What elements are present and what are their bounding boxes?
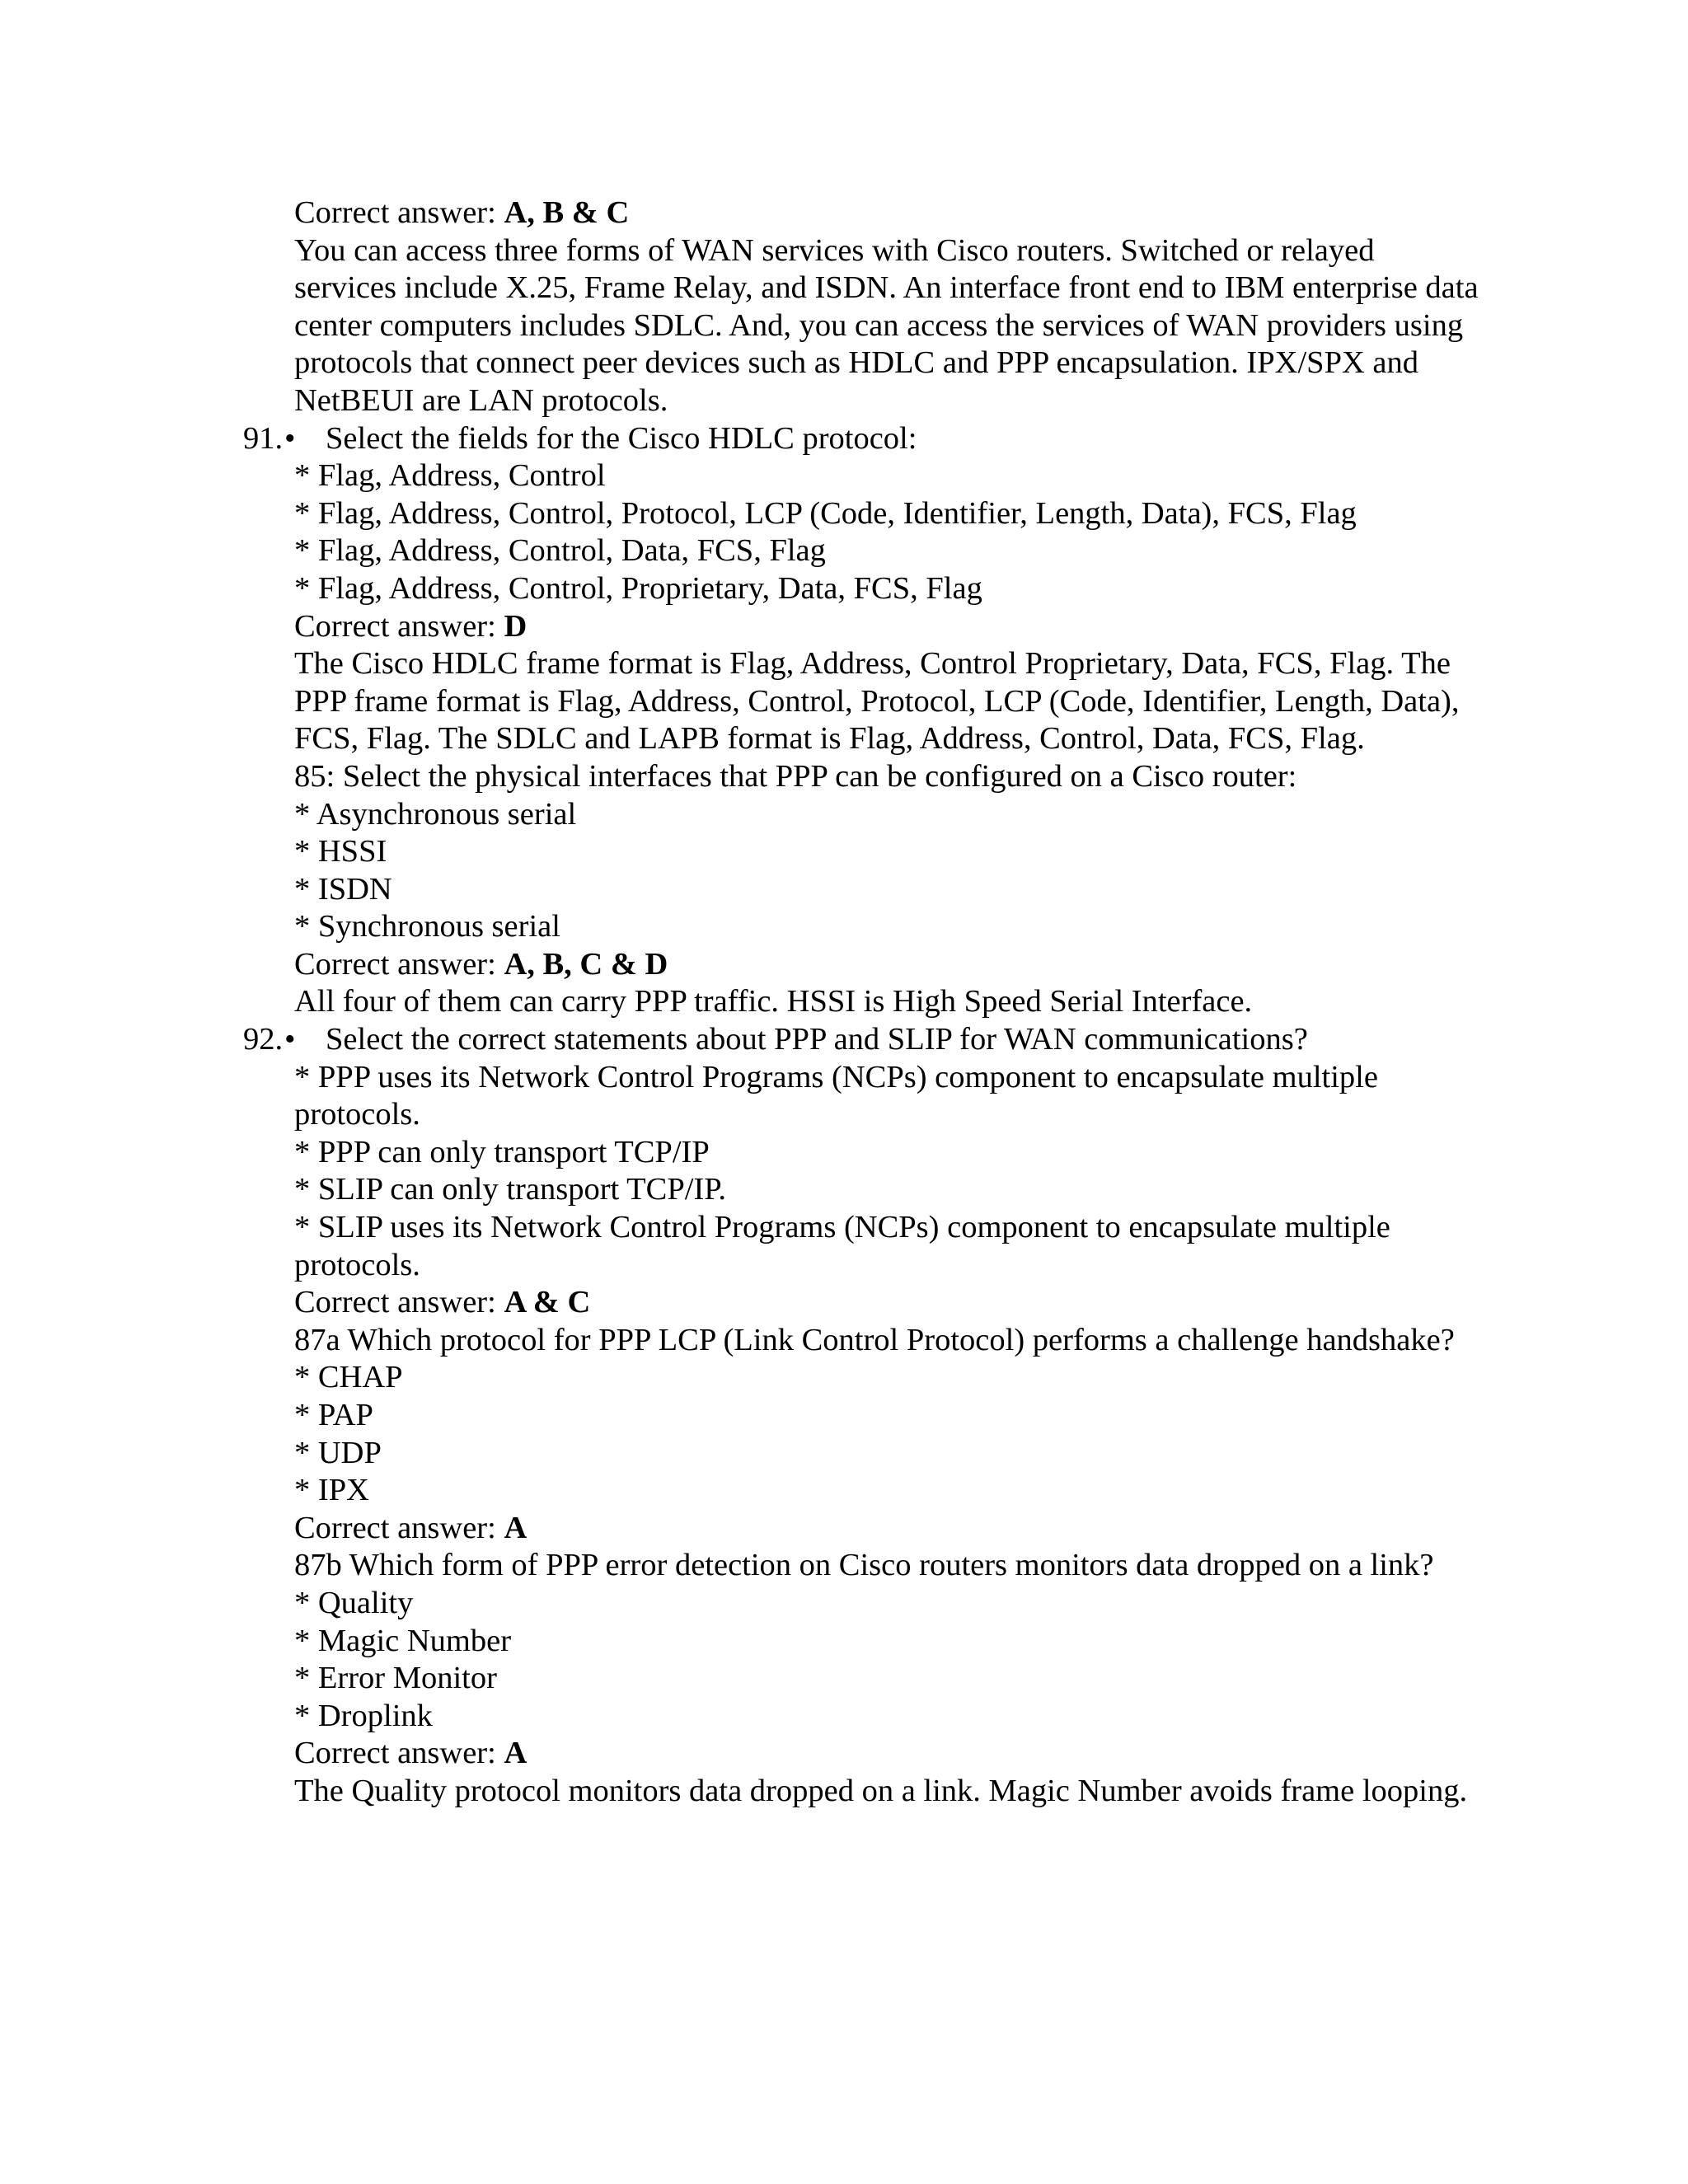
question-text: 85: Select the physical interfaces that PPP can be configured on a Cisco router: [294, 758, 1297, 794]
question-text: Select the fields for the Cisco HDLC protocol: [326, 420, 917, 456]
answer-option: * Quality [294, 1585, 414, 1620]
answer-option: * Flag, Address, Control, Protocol, LCP (Code, Identifier, Length, Data), FCS, Flag [294, 495, 1357, 531]
correct-answer-value: A & C [504, 1285, 591, 1320]
answer-option: * PPP uses its Network Control Programs (NCPs) component to encapsulate multiple protocols. [294, 1059, 1378, 1132]
correct-answer-value: A [504, 1736, 528, 1771]
correct-answer-value: A, B, C & D [504, 946, 668, 982]
correct-answer-line [294, 1510, 1481, 1548]
answer-option: * HSSI [294, 834, 387, 869]
question-91-header [243, 420, 1481, 458]
answer-option: * Error Monitor [294, 1661, 497, 1696]
question-number: 92. [243, 1022, 284, 1057]
correct-answer-line [294, 946, 1481, 984]
correct-answer-label: Correct answer: [294, 946, 504, 982]
answer-option: * UDP [294, 1435, 382, 1470]
question-text: 87b Which form of PPP error detection on Cisco routers monitors data dropped on a link? [294, 1548, 1434, 1583]
answer-option: * CHAP [294, 1360, 403, 1395]
answer-option: * SLIP uses its Network Control Programs (NCPs) component to encapsulate multiple protocols. [294, 1210, 1390, 1282]
explanation-paragraph: The Quality protocol monitors data dropped on a link. Magic Number avoids frame looping. [294, 1773, 1468, 1808]
answer-option: * Droplink [294, 1698, 433, 1733]
answer-option: * Flag, Address, Control, Proprietary, Data, FCS, Flag [294, 570, 982, 606]
explanation-paragraph: All four of them can carry PPP traffic. HSSI is High Speed Serial Interface. [294, 984, 1253, 1019]
page-content [243, 194, 1481, 1811]
correct-answer-label: Correct answer: [294, 195, 504, 230]
correct-answer-label: Correct answer: [294, 1285, 504, 1320]
answer-option: * Synchronous serial [294, 909, 560, 944]
answer-option: * PPP can only transport TCP/IP [294, 1134, 710, 1169]
question-text: Select the correct statements about PPP and SLIP for WAN communications? [326, 1022, 1308, 1057]
correct-answer-line [294, 1735, 1481, 1773]
bullet-icon: • [284, 1022, 296, 1057]
answer-option: * Asynchronous serial [294, 796, 577, 832]
answer-option: * SLIP can only transport TCP/IP. [294, 1172, 727, 1207]
correct-answer-value: A, B & C [504, 195, 630, 230]
explanation-paragraph: You can access three forms of WAN services with Cisco routers. Switched or relayed services include X.25, Frame Relay, and ISDN. An interface front end to IBM enterprise data center computers includes SDLC. And, you can access the services of WAN providers using protocols that connect peer devices such as HDLC and PPP encapsulation. IPX/SPX and NetBEUI are LAN protocols. [294, 232, 1479, 418]
answer-option: * IPX [294, 1473, 369, 1508]
correct-answer-line [294, 1284, 1481, 1322]
correct-answer-label: Correct answer: [294, 608, 504, 644]
answer-option: * ISDN [294, 871, 392, 907]
question-92-header [243, 1021, 1481, 1059]
explanation-paragraph: The Cisco HDLC frame format is Flag, Address, Control Proprietary, Data, FCS, Flag. The PPP frame format is Flag, Address, Control, Protocol, LCP (Code, Identifier, Length, Data), FCS, Flag. The SDLC and LAPB format is Flag, Address, Control, Data, FCS, Flag. [294, 646, 1460, 757]
question-text: 87a Which protocol for PPP LCP (Link Control Protocol) performs a challenge handshake? [294, 1322, 1455, 1357]
correct-answer-line [294, 608, 1481, 646]
answer-option: * Flag, Address, Control [294, 458, 606, 494]
answer-option: * Magic Number [294, 1623, 512, 1658]
answer-option: * PAP [294, 1398, 373, 1432]
answer-option: * Flag, Address, Control, Data, FCS, Flag [294, 533, 826, 569]
correct-answer-label: Correct answer: [294, 1736, 504, 1771]
bullet-icon: • [284, 420, 296, 456]
correct-answer-label: Correct answer: [294, 1510, 504, 1545]
correct-answer-line [294, 194, 1481, 232]
question-number: 91. [243, 420, 284, 456]
correct-answer-value: D [504, 608, 528, 644]
correct-answer-value: A [504, 1510, 528, 1545]
